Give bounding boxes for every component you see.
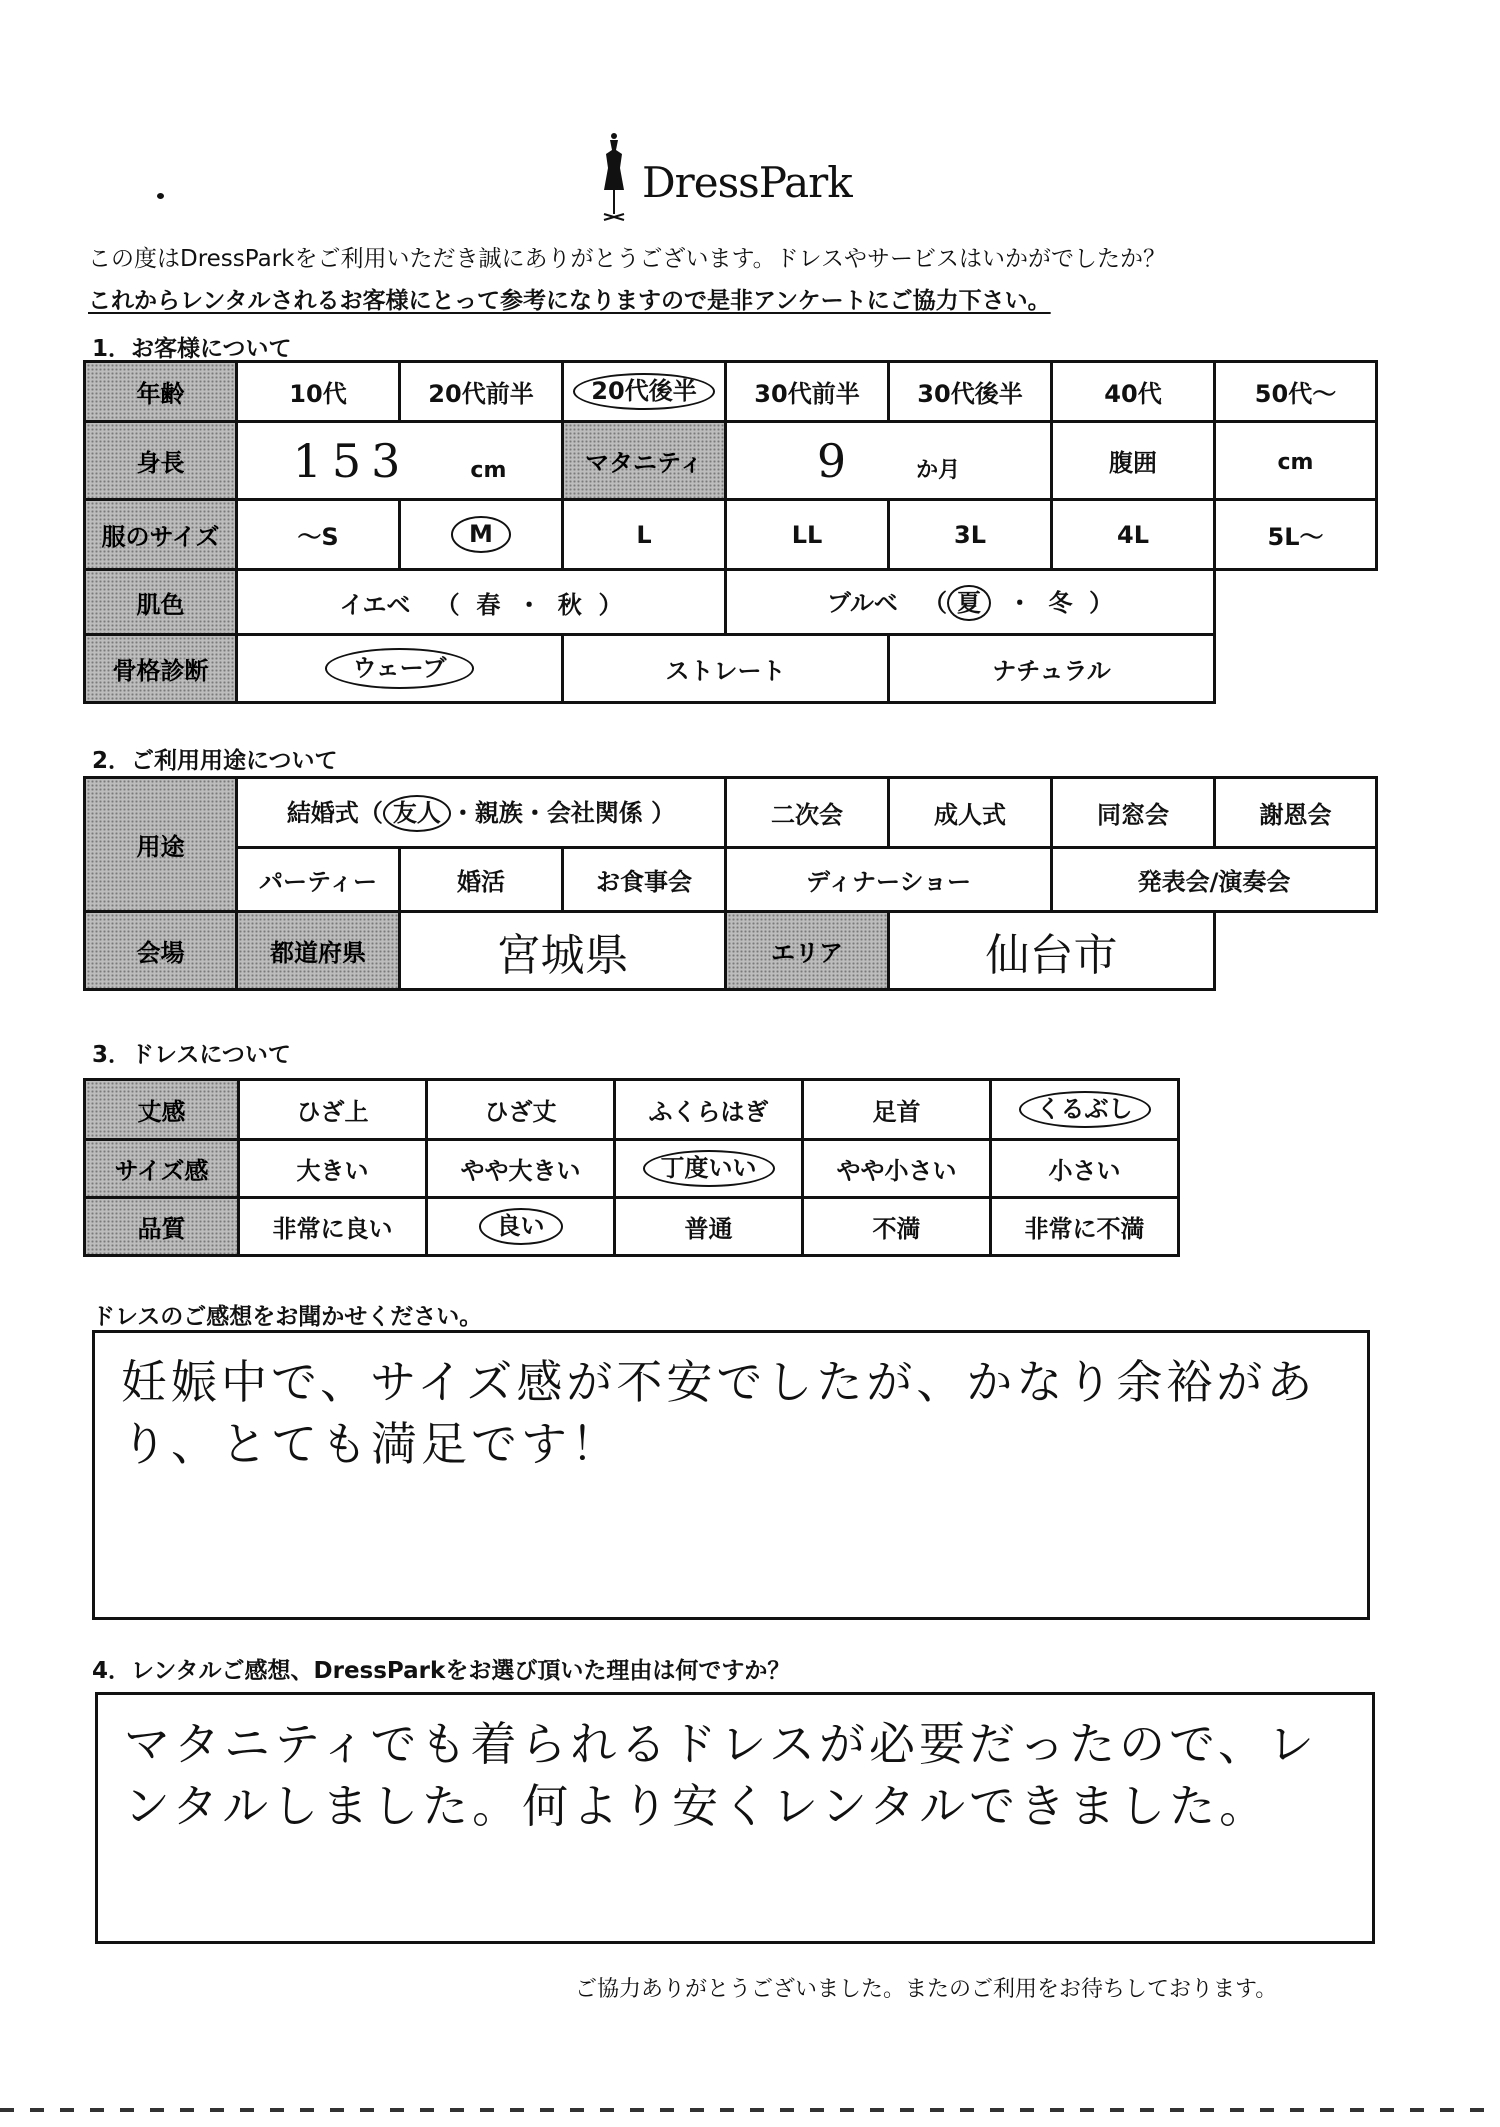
paren: （ <box>358 799 383 828</box>
maternity-field[interactable] <box>726 422 1052 500</box>
length-option[interactable]: ひざ丈 <box>427 1080 615 1140</box>
age-option[interactable]: 30代後半 <box>889 362 1052 422</box>
maternity-unit: か月 <box>916 457 961 483</box>
length-option[interactable]: ふくらはぎ <box>615 1080 803 1140</box>
area-value[interactable]: 仙台市 <box>889 912 1215 990</box>
relative-option[interactable]: 親族 <box>474 799 523 828</box>
fit-label: サイズ感 <box>85 1140 239 1198</box>
winter-option[interactable]: 冬 <box>1048 588 1073 617</box>
age-option[interactable]: 20代前半 <box>400 362 563 422</box>
selection-circle: M <box>451 516 511 553</box>
size-option[interactable]: LL <box>726 500 889 570</box>
company-option[interactable]: 会社関係 <box>546 799 643 828</box>
usage-table <box>83 776 1378 991</box>
selection-circle: くるぶし <box>1019 1091 1151 1128</box>
separator: ・ <box>1007 588 1032 617</box>
height-field[interactable] <box>237 422 563 500</box>
quality-option-selected[interactable] <box>427 1198 615 1256</box>
height-label: 身長 <box>85 422 237 500</box>
empty-cell <box>1215 635 1377 703</box>
size-row <box>85 500 1377 570</box>
selection-circle: ウェーブ <box>325 648 475 689</box>
yellow-base-label: イエベ <box>339 590 411 619</box>
quality-option[interactable]: 不満 <box>803 1198 991 1256</box>
dress-table <box>83 1078 1180 1257</box>
separator: ・ <box>522 799 547 828</box>
venue-label: 会場 <box>85 912 237 990</box>
skin-row <box>85 570 1377 635</box>
body-type-option-selected[interactable] <box>237 635 563 703</box>
section-4-title: 4．レンタルご感想、DressParkをお選び頂いた理由は何ですか？ <box>92 1658 791 1684</box>
selection-circle: 良い <box>479 1208 563 1245</box>
wedding-option[interactable] <box>237 778 726 848</box>
purpose-row-1 <box>85 778 1377 848</box>
customer-table <box>83 360 1378 704</box>
selection-circle: 20代後半 <box>573 373 714 410</box>
purpose-option[interactable]: 同窓会 <box>1052 778 1215 848</box>
length-label: 丈感 <box>85 1080 239 1140</box>
purpose-option[interactable]: パーティー <box>237 848 400 912</box>
age-option[interactable]: 10代 <box>237 362 400 422</box>
scan-speck <box>157 193 164 199</box>
section-1-title: 1．お客様について <box>92 336 292 362</box>
section-3-title: 3．ドレスについて <box>92 1042 291 1068</box>
body-type-row <box>85 635 1377 703</box>
length-option-selected[interactable] <box>991 1080 1179 1140</box>
autumn-option[interactable]: 秋 <box>557 590 582 619</box>
quality-option[interactable]: 非常に不満 <box>991 1198 1179 1256</box>
section-2-title: 2．ご利用用途について <box>92 748 338 774</box>
purpose-option[interactable]: 二次会 <box>726 778 889 848</box>
waist-field[interactable] <box>1215 422 1377 500</box>
paren: （ <box>435 590 460 619</box>
prefecture-label: 都道府県 <box>237 912 400 990</box>
body-type-option[interactable]: ナチュラル <box>889 635 1215 703</box>
age-option[interactable]: 30代前半 <box>726 362 889 422</box>
size-option[interactable]: 3L <box>889 500 1052 570</box>
measurement-row <box>85 422 1377 500</box>
length-option[interactable]: 足首 <box>803 1080 991 1140</box>
body-type-label: 骨格診断 <box>85 635 237 703</box>
dresspark-logo <box>600 128 860 228</box>
separator: ・ <box>517 590 542 619</box>
paren: ） <box>598 590 623 619</box>
waist-unit: cm <box>1277 449 1314 475</box>
purpose-option[interactable]: 発表会/演奏会 <box>1052 848 1377 912</box>
fit-option[interactable]: 大きい <box>239 1140 427 1198</box>
skin-label: 肌色 <box>85 570 237 635</box>
size-option[interactable]: ～S <box>237 500 400 570</box>
paren: ） <box>1089 588 1114 617</box>
spring-option[interactable]: 春 <box>476 590 501 619</box>
length-option[interactable]: ひざ上 <box>239 1080 427 1140</box>
paren: （ <box>922 588 947 617</box>
intro-request: これからレンタルされるお客様にとって参考になりますので是非アンケートにご協力下さい。 <box>88 288 1051 314</box>
thanks-note: ご協力ありがとうございました。またのご利用をお待ちしております。 <box>575 1977 1278 2002</box>
size-label: 服のサイズ <box>85 500 237 570</box>
venue-row <box>85 912 1377 990</box>
logo-text: DressPark <box>642 158 852 207</box>
paren: ） <box>651 799 676 828</box>
size-option[interactable]: 4L <box>1052 500 1215 570</box>
empty-cell <box>1215 570 1377 635</box>
quality-option[interactable]: 普通 <box>615 1198 803 1256</box>
age-label: 年齢 <box>85 362 237 422</box>
purpose-option[interactable]: 婚活 <box>400 848 563 912</box>
size-option-selected[interactable] <box>400 500 563 570</box>
size-option[interactable]: L <box>563 500 726 570</box>
height-unit: cm <box>470 457 507 483</box>
size-option[interactable]: 5L～ <box>1215 500 1377 570</box>
purpose-row-2 <box>85 848 1377 912</box>
purpose-option[interactable]: 成人式 <box>889 778 1052 848</box>
dress-form-icon <box>600 128 640 228</box>
maternity-label: マタニティ <box>563 422 726 500</box>
selection-circle: 丁度いい <box>643 1150 775 1187</box>
quality-label: 品質 <box>85 1198 239 1256</box>
age-option-selected[interactable] <box>563 362 726 422</box>
page-edge-marks <box>0 2108 1500 2112</box>
purpose-label: 用途 <box>85 778 237 912</box>
fit-option[interactable]: やや小さい <box>803 1140 991 1198</box>
height-value: 153 <box>292 433 411 488</box>
intro-text: この度はDressParkをご利用いただき誠にありがとうございます。ドレスやサービスはいかがでしたか？ <box>88 246 1166 272</box>
age-row <box>85 362 1377 422</box>
maternity-value: 9 <box>816 433 847 488</box>
purpose-option[interactable]: ディナーショー <box>726 848 1052 912</box>
age-option[interactable]: 40代 <box>1052 362 1215 422</box>
skin-yellow-option[interactable] <box>237 570 726 635</box>
friend-option-selected[interactable]: 友人 <box>383 795 451 832</box>
body-type-option[interactable]: ストレート <box>563 635 889 703</box>
waist-label: 腹囲 <box>1052 422 1215 500</box>
prefecture-value[interactable]: 宮城県 <box>400 912 726 990</box>
impression-textarea[interactable]: 妊娠中で、サイズ感が不安でしたが、かなり余裕があり、とても満足です！ <box>92 1330 1370 1620</box>
length-row <box>85 1080 1179 1140</box>
separator: ・ <box>450 799 475 828</box>
wedding-label: 結婚式 <box>286 799 359 828</box>
fit-row <box>85 1140 1179 1198</box>
age-option[interactable]: 50代～ <box>1215 362 1377 422</box>
fit-option[interactable]: 小さい <box>991 1140 1179 1198</box>
quality-row <box>85 1198 1179 1256</box>
empty-cell <box>1215 912 1377 990</box>
area-label: エリア <box>726 912 889 990</box>
quality-option[interactable]: 非常に良い <box>239 1198 427 1256</box>
fit-option-selected[interactable] <box>615 1140 803 1198</box>
fit-option[interactable]: やや大きい <box>427 1140 615 1198</box>
impression-prompt: ドレスのご感想をお聞かせください。 <box>92 1304 483 1330</box>
purpose-option[interactable]: お食事会 <box>563 848 726 912</box>
skin-blue-option[interactable] <box>726 570 1215 635</box>
purpose-option[interactable]: 謝恩会 <box>1215 778 1377 848</box>
summer-option-selected[interactable]: 夏 <box>947 585 991 622</box>
reason-textarea[interactable]: マタニティでも着られるドレスが必要だったので、レンタルしました。何より安くレンタルできました。 <box>95 1692 1375 1944</box>
blue-base-label: ブルベ <box>826 588 898 617</box>
